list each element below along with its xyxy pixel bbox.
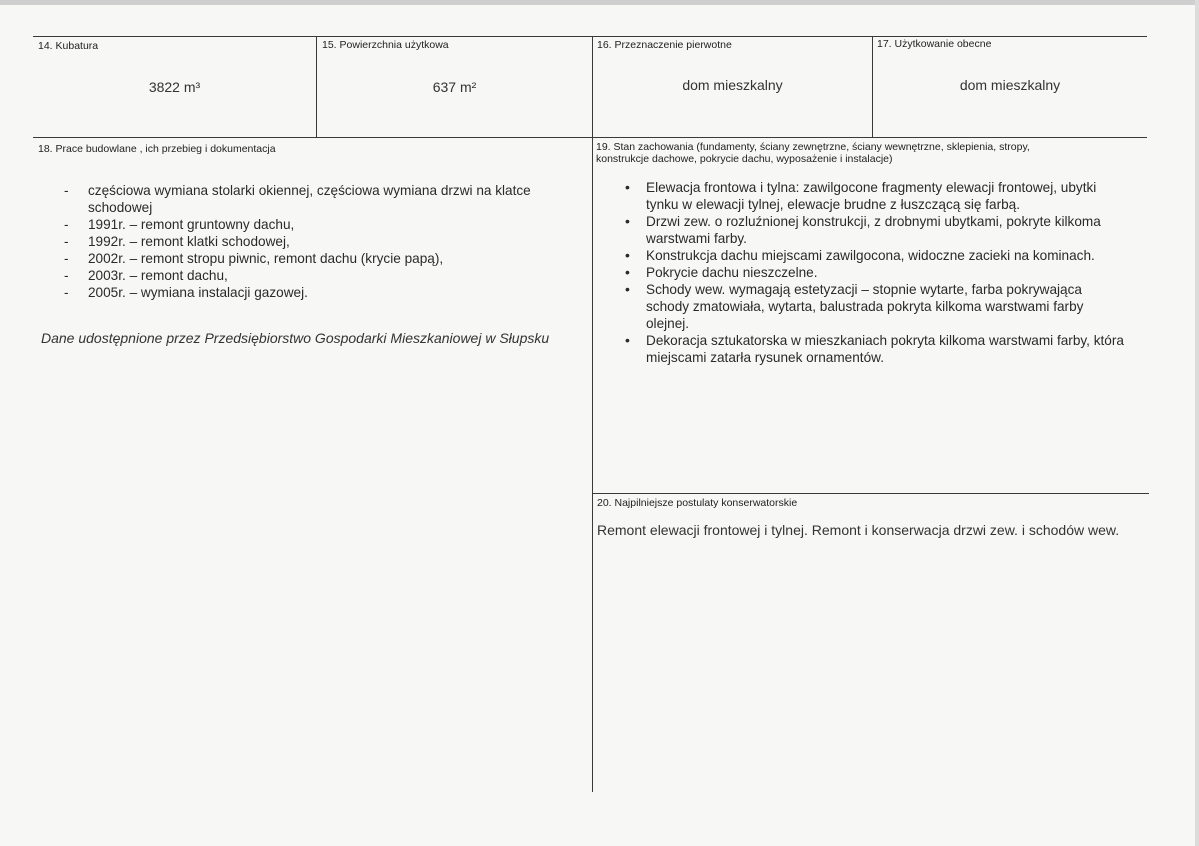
scan-top-edge xyxy=(0,0,1199,5)
list-item: - 2005r. – wymiana instalacji gazowej. xyxy=(60,284,560,301)
przeznaczenie-label: 16. Przeznaczenie pierwotne xyxy=(597,39,732,51)
powierzchnia-label: 15. Powierzchnia użytkowa xyxy=(322,39,449,51)
stan-zachowania-label-line1: 19. Stan zachowania (fundamenty, ściany zewnętrzne, ściany wewnętrzne, sklepienia, stropy, xyxy=(596,141,1030,153)
list-item: • Elewacja frontowa i tylna: zawilgocone fragmenty elewacji frontowej, ubytki tynku w elewacji tylnej, elewacje brudne z łuszczącą się farbą. xyxy=(618,179,1128,213)
postulaty-text: Remont elewacji frontowej i tylnej. Remont i konserwacja drzwi zew. i schodów wew. xyxy=(597,522,1120,538)
postulaty-label: 20. Najpilniejsze postulaty konserwatorskie xyxy=(597,497,798,509)
list-item: - 1992r. – remont klatki schodowej, xyxy=(60,233,560,250)
stan-zachowania-list xyxy=(618,179,1128,366)
list-item: - 2002r. – remont stropu piwnic, remont dachu (krycie papą), xyxy=(60,250,560,267)
list-item: • Drzwi zew. o rozluźnionej konstrukcji, z drobnymi ubytkami, pokryte kilkoma warstwami farby. xyxy=(618,213,1128,247)
prace-budowlane-list xyxy=(60,182,560,301)
list-item: • Schody wew. wymagają estetyzacji – stopnie wytarte, farba pokrywająca schody zmatowiała, wytarta, balustrada pokryta kilkoma warstwami farby olejnej. xyxy=(618,281,1128,332)
list-item: - 2003r. – remont dachu, xyxy=(60,267,560,284)
kubatura-label: 14. Kubatura xyxy=(38,40,99,52)
scan-right-edge xyxy=(1195,0,1199,846)
kubatura-value: 3822 m³ xyxy=(148,79,201,95)
top-rule xyxy=(33,36,1147,37)
data-source-note: Dane udostępnione przez Przedsiębiorstwo Gospodarki Mieszkaniowej w Słupsku xyxy=(41,330,550,346)
stan-zachowania-label-line2: konstrukcje dachowe, pokrycie dachu, wyposażenie i instalacje) xyxy=(596,153,893,165)
row1-bottom-rule xyxy=(33,137,1147,138)
f20-top-rule xyxy=(592,493,1149,494)
divider-16 xyxy=(592,36,593,792)
przeznaczenie-value: dom mieszkalny xyxy=(682,77,783,93)
list-item: - częściowa wymiana stolarki okiennej, częściowa wymiana drzwi na klatce schodowej xyxy=(60,182,560,216)
uzytkowanie-label: 17. Użytkowanie obecne xyxy=(877,38,992,50)
list-item: • Pokrycie dachu nieszczelne. xyxy=(618,264,1128,281)
list-item: • Dekoracja sztukatorska w mieszkaniach pokryta kilkoma warstwami farby, która miejscami zatarła rysunek ornamentów. xyxy=(618,332,1128,366)
uzytkowanie-value: dom mieszkalny xyxy=(959,77,1061,93)
powierzchnia-value: 637 m² xyxy=(432,79,477,95)
list-item: - 1991r. – remont gruntowny dachu, xyxy=(60,216,560,233)
prace-budowlane-label: 18. Prace budowlane , ich przebieg i dokumentacja xyxy=(38,143,276,155)
list-item: • Konstrukcja dachu miejscami zawilgocona, widoczne zacieki na kominach. xyxy=(618,247,1128,264)
